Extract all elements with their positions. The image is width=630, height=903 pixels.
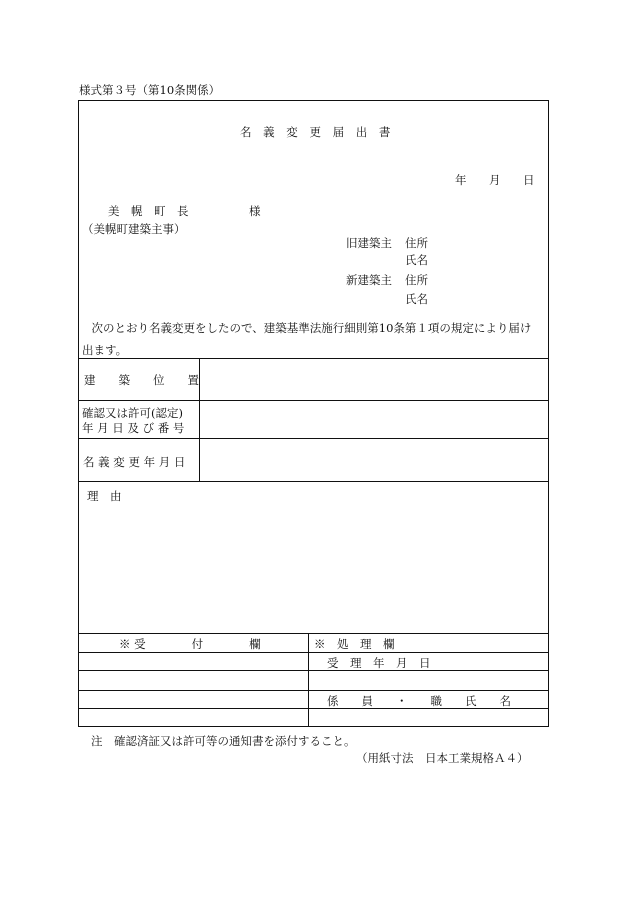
row-divider: [79, 358, 549, 359]
row-label-location: [84, 372, 199, 388]
row-label-change-date: 名 義 変 更 年 月 日: [83, 455, 186, 469]
label-column-divider: [199, 358, 200, 481]
row-divider: [79, 652, 549, 653]
new-owner-name-label: 氏名: [405, 292, 428, 306]
reception-label: ※ 受 付 欄: [119, 637, 261, 651]
received-date-label: 受 理 年 月 日: [327, 656, 431, 670]
new-owner-address-label: 住所: [405, 273, 428, 287]
processing-label: ※ 処 理 欄: [314, 637, 395, 651]
old-owner-name-label: 氏名: [405, 253, 428, 267]
attachment-note: 注 確認済証又は許可等の通知書を添付すること。: [91, 734, 356, 748]
form-number: 様式第３号（第10条関係）: [79, 83, 221, 97]
date-day-label: 日: [523, 173, 535, 187]
form-title: 名 義 変 更 届 出 書: [240, 125, 395, 139]
addressee-honorific: 様: [249, 204, 261, 218]
row-divider: [79, 438, 549, 439]
row-label-confirm-1: 確認又は許可(認定): [82, 406, 183, 420]
date-year-label: 年: [455, 173, 467, 187]
paper-size-note: （用紙寸法 日本工業規格Ａ４）: [356, 751, 529, 765]
staff-label: 係 員 ・ 職 氏 名: [327, 694, 511, 708]
old-owner-address-label: 住所: [405, 236, 428, 250]
statement-line-2: 出ます。: [82, 343, 128, 357]
row-label-confirm-2: 年 月 日 及 び 番 号: [82, 421, 185, 435]
addressee-name: 美 幌 町 長: [108, 204, 189, 218]
date-month-label: 月: [489, 173, 501, 187]
row-divider: [79, 481, 549, 482]
row-divider: [79, 400, 549, 401]
row-label-location-text: 建 築 位 置: [84, 373, 199, 387]
old-owner-label: 旧建築主: [346, 236, 392, 250]
statement-line-1: 次のとおり名義変更をしたので、建築基準法施行細則第10条第１項の規定により届け: [80, 321, 532, 335]
row-divider: [79, 690, 549, 691]
addressee-sub: （美幌町建築主事）: [82, 222, 186, 236]
reception-processing-divider: [308, 633, 309, 727]
row-label-reason: 理 由: [87, 489, 122, 503]
row-divider: [79, 670, 549, 671]
new-owner-label: 新建築主: [346, 273, 392, 287]
row-divider: [79, 633, 549, 634]
